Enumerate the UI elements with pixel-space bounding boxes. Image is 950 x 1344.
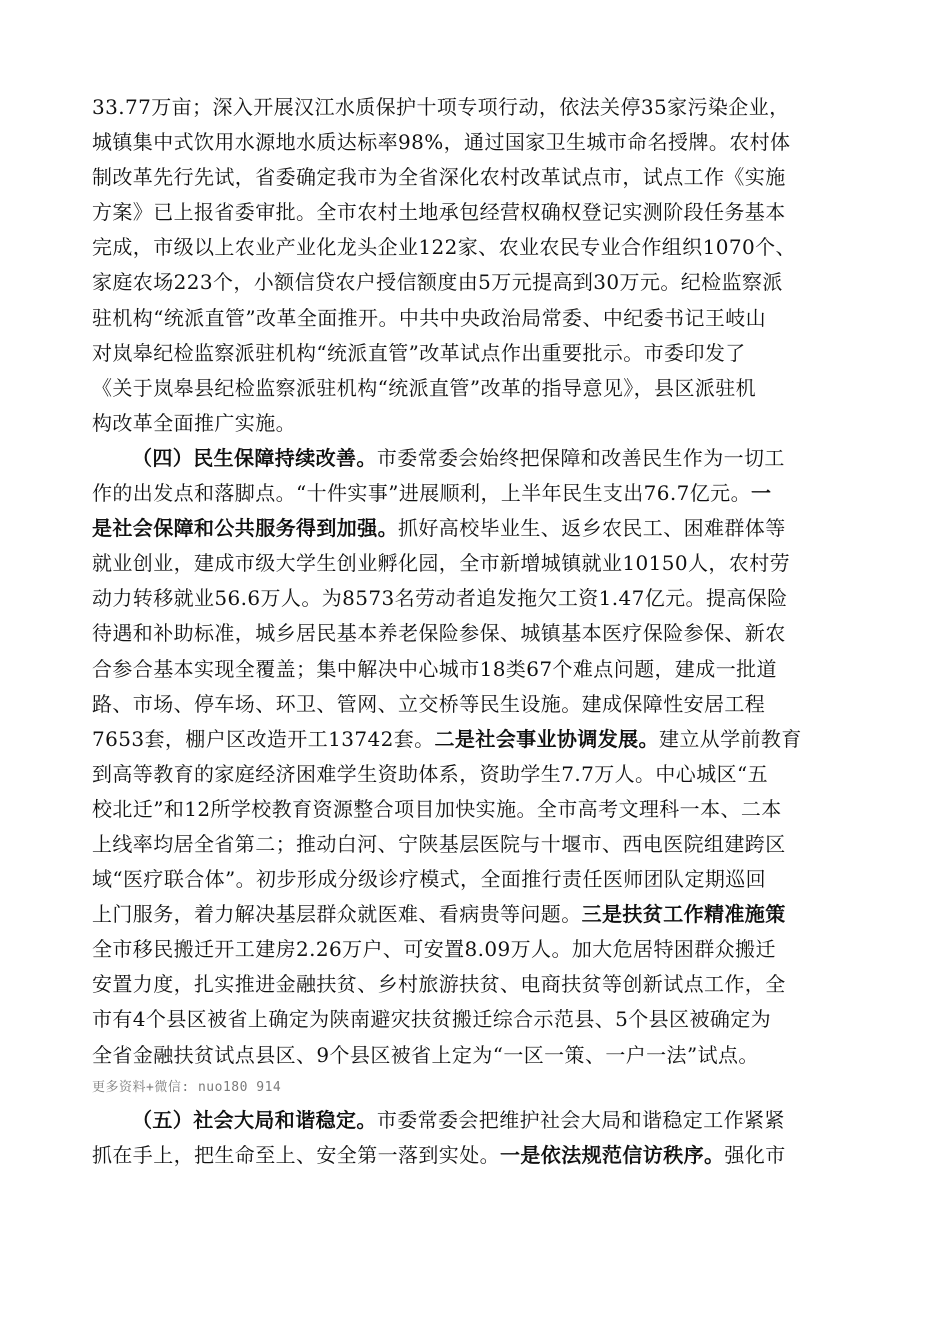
watermark-note: 更多资料+微信: nuo180 914	[92, 1079, 282, 1095]
text-line: 驻机构“统派直管”改革全面推开。中共中央政治局常委、中纪委书记王岐山	[92, 305, 767, 330]
paragraph-stability	[92, 1103, 862, 1173]
text-run: 作的出发点和落脚点。“十件实事”进展顺利，上半年民生支出76.7亿元。	[92, 481, 751, 506]
text-line: 全市移民搬迁开工建房2.26万户、可安置8.09万人。加大危居特困群众搬迁	[92, 937, 776, 962]
text-line: 上线率均居全省第二；推动白河、宁陕基层医院与十堰市、西电医院组建跨区	[92, 831, 786, 856]
text-line	[92, 897, 862, 932]
text-run: 建立从学前教育	[658, 726, 802, 751]
text-line	[92, 1103, 862, 1138]
text-line: 就业创业，建成市级大学生创业孵化园，全市新增城镇就业10150人，农村劳	[92, 551, 791, 576]
text-line	[92, 441, 862, 476]
paragraph-livelihood	[92, 441, 862, 1073]
text-line: 构改革全面推广实施。	[92, 410, 296, 435]
bold-run: 是社会保障和公共服务得到加强。	[92, 516, 398, 541]
text-line: 《关于岚皋县纪检监察派驻机构“统派直管”改革的指导意见》，县区派驻机	[92, 375, 757, 400]
text-line: 校北迁”和12所学校教育资源整合项目加快实施。全市高考文理科一本、二本	[92, 796, 782, 821]
text-line: 安置力度，扎实推进金融扶贫、乡村旅游扶贫、电商扶贫等创新试点工作，全	[92, 972, 786, 997]
text-run: 上门服务，着力解决基层群众就医难、看病贵等问题。	[92, 902, 582, 927]
section-heading: （五）社会大局和谐稳定。	[132, 1107, 377, 1132]
text-line: 对岚皋纪检监察派驻机构“统派直管”改革试点作出重要批示。市委印发了	[92, 340, 746, 365]
bold-run: 一	[750, 481, 772, 506]
text-line: 待遇和补助标准，城乡居民基本养老保险参保、城镇基本医疗保险参保、新农	[92, 621, 786, 646]
text-line	[92, 511, 862, 546]
text-line: 动力转移就业56.6万人。为8573名劳动者追发拖欠工资1.47亿元。提高保险	[92, 586, 788, 611]
text-line: 家庭农场223个，小额信贷农户授信额度由5万元提高到30万元。纪检监察派	[92, 270, 783, 295]
text-run: 市委常委会始终把保障和改善民生作为一切工	[376, 445, 785, 470]
bold-run: 一是依法规范信访秩序。	[500, 1142, 725, 1167]
text-run: 抓好高校毕业生、返乡农民工、困难群体等	[398, 516, 786, 541]
text-line	[92, 722, 862, 757]
bold-run: 二是社会事业协调发展。	[434, 726, 659, 751]
text-line	[92, 1138, 862, 1173]
text-line: 市有4个县区被省上确定为陕南避灾扶贫搬迁综合示范县、5个县区被确定为	[92, 1007, 772, 1032]
text-line: 完成，市级以上农业产业化龙头企业122家、农业农民专业合作组织1070个、	[92, 235, 796, 260]
text-run: 7653套，棚户区改造开工13742套。	[92, 726, 435, 751]
document-page	[92, 90, 862, 1173]
text-line: 合参合基本实现全覆盖；集中解决中心城市18类67个难点问题，建成一批道	[92, 656, 777, 681]
text-run: 强化市	[724, 1142, 786, 1167]
text-line: 到高等教育的家庭经济困难学生资助体系，资助学生7.7万人。中心城区“五	[92, 761, 769, 786]
text-run: 抓在手上，把生命至上、安全第一落到实处。	[92, 1142, 500, 1167]
text-line: 33.77万亩；深入开展汉江水质保护十项专项行动，依法关停35家污染企业，	[92, 95, 790, 119]
section-heading: （四）民生保障持续改善。	[132, 445, 377, 470]
text-line: 方案》已上报省委审批。全市农村土地承包经营权确权登记实测阶段任务基本	[92, 200, 786, 225]
paragraph-ecology-reform	[92, 90, 862, 441]
bold-run: 三是扶贫工作精准施策	[581, 902, 786, 927]
text-line: 域“医疗联合体”。初步形成分级诊疗模式，全面推行责任医师团队定期巡回	[92, 867, 767, 892]
text-line: 路、市场、停车场、环卫、管网、立交桥等民生设施。建成保障性安居工程	[92, 691, 766, 716]
text-line	[92, 476, 862, 511]
text-run: 市委常委会把维护社会大局和谐稳定工作紧紧	[376, 1107, 785, 1132]
text-line: 全省金融扶贫试点县区、9个县区被省上定为“一区一策、一户一法”试点。	[92, 1042, 759, 1067]
text-line: 制改革先行先试，省委确定我市为全省深化农村改革试点市，试点工作《实施	[92, 165, 786, 190]
text-line: 城镇集中式饮用水源地水质达标率98%，通过国家卫生城市命名授牌。农村体	[92, 130, 791, 155]
